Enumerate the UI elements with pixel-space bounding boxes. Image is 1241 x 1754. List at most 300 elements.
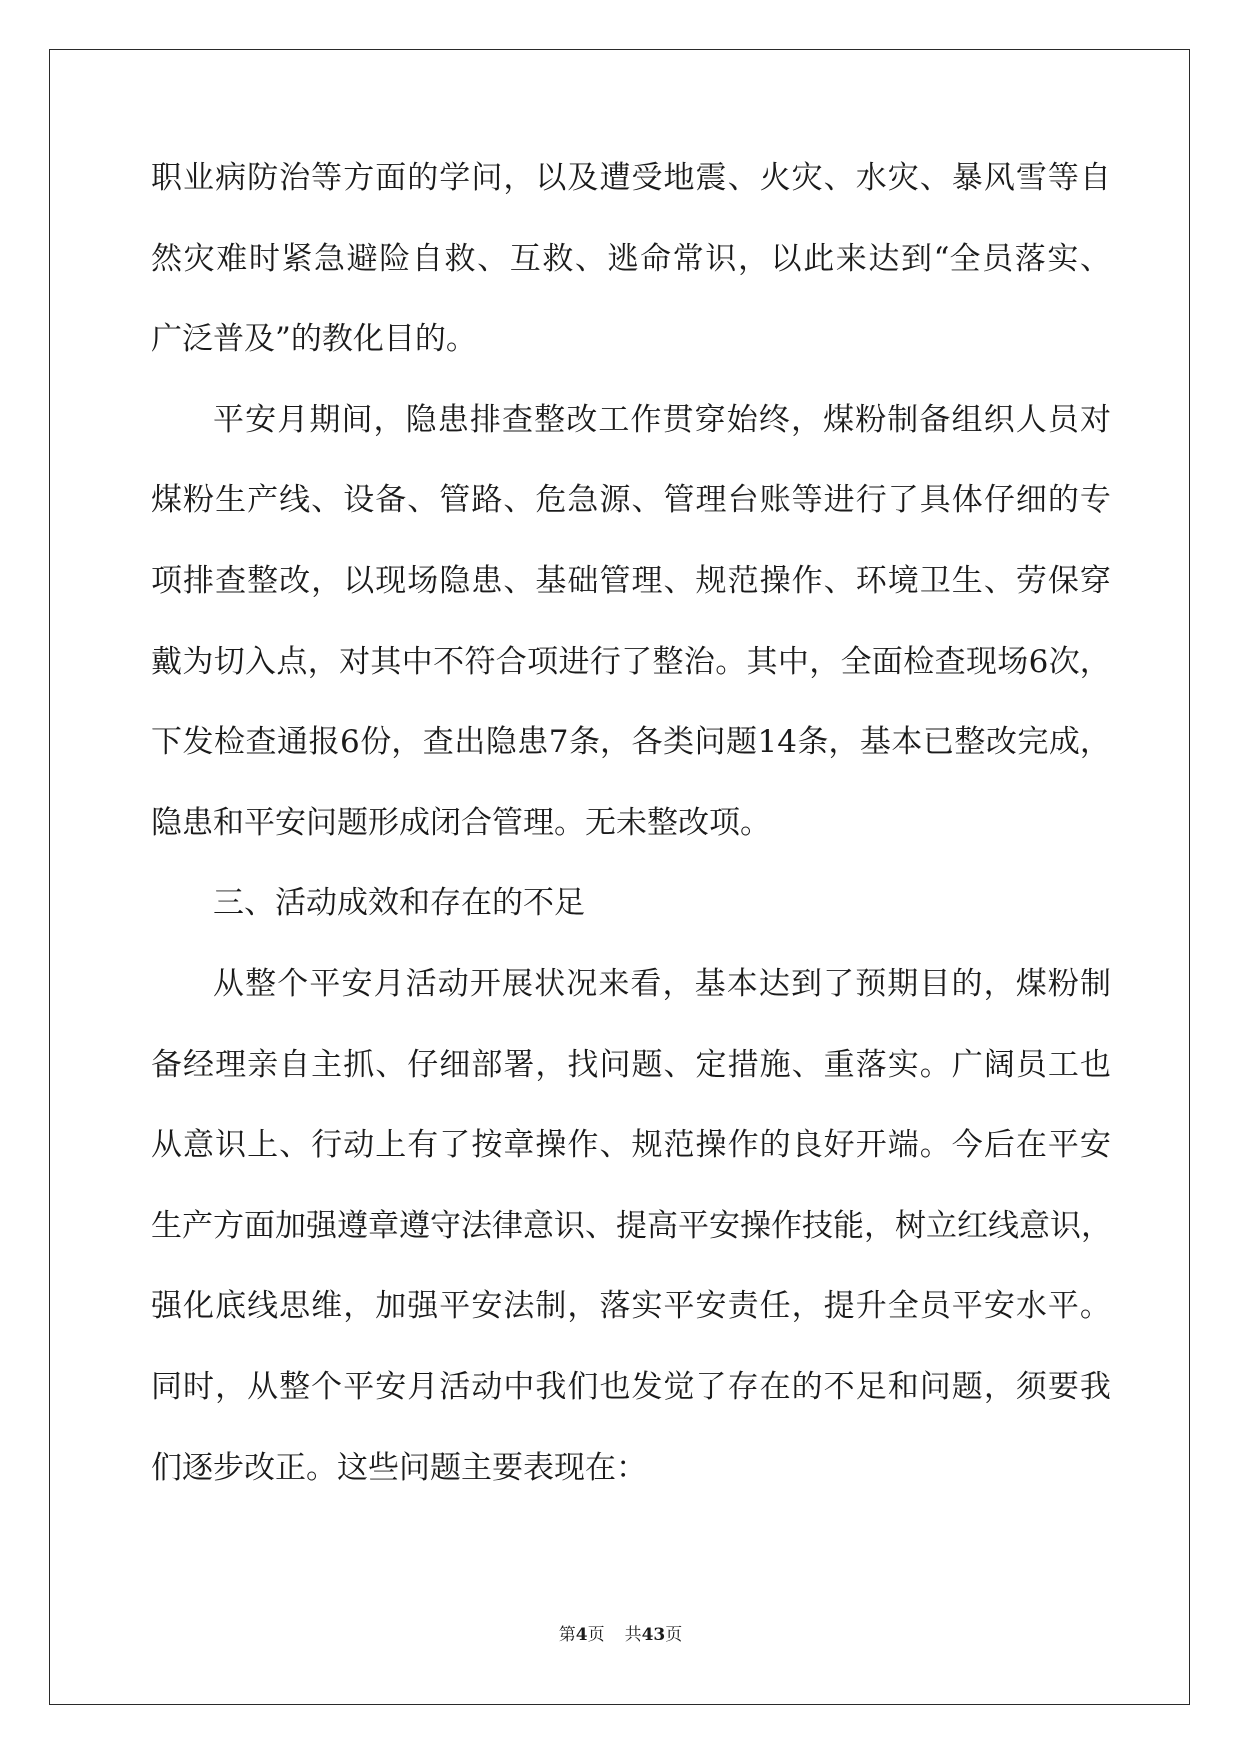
text-line	[151, 1206, 1111, 1287]
text-segment: 、	[503, 482, 535, 519]
text-segment: 备	[375, 482, 407, 519]
text-segment: 员	[982, 240, 1014, 277]
text-segment: 守	[430, 1207, 461, 1244]
text-segment: “全	[933, 240, 981, 277]
text-segment: 戴	[151, 643, 182, 680]
text-segment: 本	[891, 724, 923, 761]
text-segment: 平	[309, 965, 341, 1002]
text-segment: 有	[407, 1127, 439, 1164]
text-segment: 治	[683, 643, 715, 680]
text-segment: 其	[746, 643, 778, 680]
text-segment: 实	[631, 1288, 663, 1325]
text-segment: 遵	[399, 1207, 430, 1244]
text-segment: 亲	[247, 1046, 279, 1083]
text-segment: 作	[727, 1127, 759, 1164]
text-segment: 遵	[337, 1207, 368, 1244]
text-segment: 行	[589, 643, 621, 680]
text-segment: 、	[407, 482, 439, 519]
text-segment: ，	[809, 643, 841, 680]
text-segment: 、	[599, 1127, 631, 1164]
text-segment: 台	[727, 482, 759, 519]
text-segment: 、	[663, 562, 695, 599]
text-line	[151, 158, 1111, 239]
text-segment: 其	[370, 643, 402, 680]
text-segment: 状	[534, 965, 566, 1002]
text-line	[151, 480, 1111, 561]
page-prefix: 第	[558, 1625, 576, 1645]
text-segment: 保	[1047, 562, 1079, 599]
text-segment: 穿	[694, 401, 726, 438]
text-segment: 识，	[1050, 1207, 1112, 1244]
text-segment: 受	[631, 160, 663, 196]
text-segment: 意	[1019, 1207, 1050, 1244]
text-segment: 发	[631, 1368, 663, 1405]
text-segment: 点	[276, 643, 308, 680]
text-line	[151, 1045, 1111, 1126]
text-segment: 灾	[791, 160, 823, 196]
text-segment: 已	[922, 724, 954, 761]
text-segment: 操	[695, 1127, 727, 1164]
text-line	[151, 1125, 1111, 1206]
text-segment: 、	[585, 1207, 616, 1244]
text-segment: 月	[407, 1368, 439, 1405]
text-segment: 管	[439, 482, 471, 519]
text-segment: 工	[598, 401, 630, 438]
text-segment: 律	[492, 1207, 523, 1244]
text-segment: 暴	[951, 160, 983, 196]
text-segment: 动	[343, 1127, 375, 1164]
text-segment: 险	[379, 240, 411, 277]
text-segment: 不	[823, 1368, 855, 1405]
text-segment: 患	[437, 401, 469, 438]
text-segment: 强	[151, 1288, 182, 1325]
text-segment: 入	[245, 643, 277, 680]
text-segment: 从	[213, 965, 244, 1002]
text-segment: 看	[630, 965, 662, 1002]
text-segment: 意	[523, 1207, 554, 1244]
text-segment: 整	[279, 1368, 311, 1405]
text-segment: 、	[375, 1046, 407, 1083]
text-segment: 份，	[360, 724, 423, 761]
text-segment: 、	[823, 562, 855, 599]
text-segment: 同	[151, 1368, 182, 1405]
text-segment: 作	[771, 1207, 802, 1244]
text-segment: 报	[308, 724, 340, 761]
text-segment: 展	[501, 965, 533, 1002]
text-segment: 线	[247, 1288, 279, 1325]
text-segment: 主	[311, 1046, 343, 1083]
text-segment: 仔	[983, 482, 1015, 519]
text-segment: 时	[183, 1368, 215, 1405]
text-segment: 等	[311, 160, 343, 196]
text-segment: 、	[574, 240, 606, 277]
text-segment: 生	[951, 562, 983, 599]
text-segment: 6	[340, 724, 360, 761]
text-segment: 备	[151, 1046, 182, 1083]
text-segment: 在	[1015, 1127, 1047, 1164]
text-segment: 制	[1079, 965, 1111, 1002]
text-segment: 升	[855, 1288, 887, 1325]
text-segment: 觉	[663, 1368, 695, 1405]
text-segment: ，	[215, 1368, 247, 1405]
text-segment: 题	[725, 724, 757, 761]
text-segment: 以	[535, 160, 567, 196]
text-segment: 以	[343, 562, 375, 599]
text-segment: 此	[803, 240, 835, 277]
text-segment: 底	[215, 1288, 247, 1325]
text-segment: 期	[309, 401, 341, 438]
text-segment: 到	[790, 965, 822, 1002]
text-segment: 整	[534, 401, 566, 438]
text-segment: 震	[695, 160, 727, 196]
text-segment: 劳	[1015, 562, 1047, 599]
text-segment: 水	[855, 160, 887, 196]
text-segment: 人	[1015, 401, 1047, 438]
text-segment: ，	[503, 160, 535, 196]
text-segment: 责	[727, 1288, 759, 1325]
text-segment: 活	[405, 965, 437, 1002]
text-segment: 理	[695, 482, 727, 519]
text-segment: 隐	[405, 401, 437, 438]
text-segment: 专	[1079, 482, 1111, 519]
text-segment: 行	[855, 482, 887, 519]
text-segment: 发	[182, 724, 214, 761]
text-segment: 实	[887, 1046, 919, 1083]
text-segment: 施	[759, 1046, 791, 1083]
text-segment: 救	[444, 240, 476, 277]
text-segment: 存	[727, 1368, 759, 1405]
text-segment: 细	[439, 1046, 471, 1083]
text-segment: 、	[477, 240, 509, 277]
text-segment: 、	[279, 1127, 311, 1164]
text-segment: ，	[311, 562, 343, 599]
text-segment: 了	[823, 965, 855, 1002]
text-segment: 条，	[797, 724, 860, 761]
text-segment: 场	[407, 562, 439, 599]
text-segment: 实	[1047, 240, 1079, 277]
text-segment: 次，	[1048, 643, 1111, 680]
text-segment: 全	[887, 1288, 919, 1325]
text-segment: 急	[314, 240, 346, 277]
text-segment: 为	[182, 643, 214, 680]
text-segment: 整	[652, 643, 684, 680]
text-segment: 的	[791, 1368, 823, 1405]
text-segment: 遭	[599, 160, 631, 196]
text-segment: 排	[469, 401, 501, 438]
text-segment: 中	[777, 643, 809, 680]
text-line: 们逐步改正。这些问题主要表现在：	[151, 1449, 647, 1486]
text-segment: 章	[503, 1127, 535, 1164]
text-segment: 按	[471, 1127, 503, 1164]
text-line	[151, 239, 1111, 320]
text-segment: 煤	[151, 482, 182, 519]
text-segment: 改	[985, 724, 1017, 761]
text-segment: 6	[1028, 643, 1049, 680]
text-line	[151, 964, 1111, 1045]
text-segment: 对	[339, 643, 371, 680]
text-segment: 问	[599, 1046, 631, 1083]
text-segment: 了	[439, 1127, 471, 1164]
text-segment: 题	[631, 1046, 663, 1083]
text-segment: 工	[1047, 1046, 1079, 1083]
text-segment: 查	[501, 401, 533, 438]
text-segment: 、	[791, 1046, 823, 1083]
text-segment: 意	[183, 1127, 215, 1164]
text-segment: 、	[1079, 240, 1111, 277]
text-segment: ，	[662, 965, 694, 1002]
text-segment: 安	[1079, 1127, 1111, 1164]
text-segment: 源	[599, 482, 631, 519]
text-segment: 强	[306, 1207, 337, 1244]
text-segment: 符	[464, 643, 496, 680]
text-line	[151, 400, 1111, 481]
text-segment: ，	[983, 1368, 1015, 1405]
text-segment: 目	[919, 965, 951, 1002]
text-segment: 方	[213, 1207, 244, 1244]
text-segment: 个	[311, 1368, 343, 1405]
text-segment: 逃	[607, 240, 639, 277]
text-line	[151, 642, 1111, 723]
text-segment: 、	[503, 562, 535, 599]
text-segment: 合	[495, 643, 527, 680]
text-segment: 措	[727, 1046, 759, 1083]
text-segment: 阔	[983, 1046, 1015, 1083]
total-prefix: 共	[624, 1625, 642, 1645]
total-pages: 43	[641, 1625, 666, 1645]
text-segment: 提	[823, 1288, 855, 1325]
text-segment: 命	[640, 240, 672, 277]
text-segment: 火	[759, 160, 791, 196]
text-segment: 设	[343, 482, 375, 519]
text-segment: 线	[988, 1207, 1019, 1244]
text-segment: 员	[919, 1288, 951, 1325]
text-segment: 来	[835, 240, 867, 277]
text-segment: 管	[663, 482, 695, 519]
text-segment: 范	[663, 1127, 695, 1164]
text-segment: 查	[215, 562, 247, 599]
text-segment: 平	[951, 1288, 983, 1325]
text-segment: 紧	[281, 240, 313, 277]
text-segment: 平	[678, 1207, 709, 1244]
text-segment: 达	[868, 240, 900, 277]
text-segment: 生	[215, 482, 247, 519]
text-segment: 改	[279, 562, 311, 599]
text-segment: 。	[919, 1046, 951, 1083]
total-unit: 页	[665, 1625, 683, 1645]
text-segment: 立	[926, 1207, 957, 1244]
document-body	[151, 158, 1111, 1528]
text-segment: 自	[1079, 160, 1111, 196]
text-segment: 时	[248, 240, 280, 277]
text-segment: 作	[567, 1127, 599, 1164]
text-segment: 们	[567, 1368, 599, 1405]
text-segment: 平	[343, 1368, 375, 1405]
text-segment: 问	[471, 160, 503, 196]
text-segment: 体	[951, 482, 983, 519]
text-segment: 粉	[1047, 965, 1079, 1002]
text-segment: 煤	[1015, 965, 1047, 1002]
text-segment: 我	[1079, 1368, 1111, 1405]
text-segment: 以	[770, 240, 802, 277]
text-segment: 整	[247, 562, 279, 599]
text-segment: 平	[1047, 1127, 1079, 1164]
text-segment: 方	[343, 160, 375, 196]
text-segment: 业	[183, 160, 215, 196]
text-segment: 对	[1079, 401, 1111, 438]
text-segment: 水	[1015, 1288, 1047, 1325]
text-segment: 治	[279, 160, 311, 196]
text-segment: 进	[558, 643, 590, 680]
text-segment: 7	[548, 724, 569, 761]
text-segment: 环	[855, 562, 887, 599]
text-segment: 须	[1015, 1368, 1047, 1405]
text-segment: 理	[215, 1046, 247, 1083]
text-segment: 全	[840, 643, 872, 680]
text-segment: 等	[791, 482, 823, 519]
text-segment: 找	[567, 1046, 599, 1083]
text-segment: ，	[373, 401, 405, 438]
text-segment: 足	[855, 1368, 887, 1405]
text-segment: 的	[1047, 482, 1079, 519]
text-segment: 的	[407, 160, 439, 196]
text-line	[151, 561, 1111, 642]
text-segment: 期	[887, 965, 919, 1002]
text-segment: 安	[471, 1288, 503, 1325]
text-segment: 安	[709, 1207, 740, 1244]
text-segment: 检	[903, 643, 935, 680]
text-segment: 在	[759, 1368, 791, 1405]
text-segment: 安	[983, 1288, 1015, 1325]
text-segment: 题	[951, 1368, 983, 1405]
text-segment: 到	[901, 240, 933, 277]
text-segment: 卫	[919, 562, 951, 599]
text-segment: 及	[567, 160, 599, 196]
text-segment: 抓	[343, 1046, 375, 1083]
text-segment: 境	[887, 562, 919, 599]
text-line	[151, 1367, 1111, 1448]
text-segment: 、	[823, 160, 855, 196]
text-segment: 完	[1017, 724, 1049, 761]
text-segment: 落	[599, 1288, 631, 1325]
text-segment: 树	[895, 1207, 926, 1244]
text-segment: 了	[695, 1368, 727, 1405]
text-segment: 法	[461, 1207, 492, 1244]
text-segment: 问	[919, 1368, 951, 1405]
text-segment: 我	[535, 1368, 567, 1405]
text-segment: 员	[1047, 401, 1079, 438]
text-segment: 月	[373, 965, 405, 1002]
text-segment: 安	[375, 1368, 407, 1405]
text-segment: 规	[695, 562, 727, 599]
page-unit: 页	[587, 1625, 605, 1645]
text-line: 广泛普及”的教化目的。	[151, 321, 477, 358]
text-segment: 重	[823, 1046, 855, 1083]
text-segment: 作	[791, 562, 823, 599]
text-segment: 落	[1014, 240, 1046, 277]
text-segment: 制	[887, 401, 919, 438]
text-segment: 组	[951, 401, 983, 438]
text-segment: 备	[919, 401, 951, 438]
text-segment: ，	[535, 1046, 567, 1083]
text-segment: ，	[983, 965, 1015, 1002]
text-line	[151, 1286, 1111, 1367]
text-segment: 范	[727, 562, 759, 599]
text-segment: 改	[566, 401, 598, 438]
text-segment: 平	[439, 1288, 471, 1325]
text-segment: 广	[951, 1046, 983, 1083]
text-segment: 安	[245, 401, 277, 438]
text-segment: 提	[616, 1207, 647, 1244]
text-segment: 进	[823, 482, 855, 519]
text-segment: 避	[346, 240, 378, 277]
text-segment: 间	[341, 401, 373, 438]
text-segment: 今	[951, 1127, 983, 1164]
text-segment: 条，	[568, 724, 631, 761]
text-segment: 从	[151, 1127, 182, 1164]
page-number: 4	[575, 1625, 588, 1645]
text-segment: 整	[245, 965, 277, 1002]
text-segment: 切	[213, 643, 245, 680]
text-segment: ，	[864, 1207, 895, 1244]
text-segment: 端	[887, 1127, 919, 1164]
text-segment: 础	[567, 562, 599, 599]
text-segment: 查	[245, 724, 277, 761]
text-segment: 各	[631, 724, 663, 761]
text-segment: 的	[951, 965, 983, 1002]
text-segment: 。	[919, 1127, 951, 1164]
text-segment: 项	[527, 643, 559, 680]
text-segment: 加	[375, 1288, 407, 1325]
text-segment: 类	[662, 724, 694, 761]
text-segment: 高	[647, 1207, 678, 1244]
text-segment: ，	[343, 1288, 375, 1325]
text-segment: 仔	[407, 1046, 439, 1083]
text-segment: 风	[983, 160, 1015, 196]
text-segment: 开	[469, 965, 501, 1002]
text-segment: 规	[631, 1127, 663, 1164]
text-segment: 线	[279, 482, 311, 519]
text-segment: 管	[599, 562, 631, 599]
text-segment: 学	[439, 160, 471, 196]
text-segment: 本	[726, 965, 758, 1002]
text-segment: 粉	[183, 482, 215, 519]
text-segment: 出	[454, 724, 486, 761]
text-segment: 面	[375, 160, 407, 196]
text-segment: 预	[855, 965, 887, 1002]
text-segment: 动	[437, 965, 469, 1002]
text-line	[151, 722, 1111, 803]
text-segment: 14	[757, 724, 797, 761]
text-segment: 章	[368, 1207, 399, 1244]
text-segment: 落	[855, 1046, 887, 1083]
text-segment: 排	[183, 562, 215, 599]
text-segment: 互	[509, 240, 541, 277]
text-segment: ，	[791, 1288, 823, 1325]
text-segment: 经	[183, 1046, 215, 1083]
text-segment: 上	[247, 1127, 279, 1164]
text-segment: 强	[407, 1288, 439, 1325]
text-segment: 。	[715, 643, 747, 680]
text-segment: 能	[833, 1207, 864, 1244]
text-segment: 地	[663, 160, 695, 196]
text-segment: 产	[247, 482, 279, 519]
text-segment: 通	[277, 724, 308, 761]
text-segment: 平	[663, 1288, 695, 1325]
text-segment: 成，	[1048, 724, 1111, 761]
text-segment: 技	[802, 1207, 833, 1244]
text-segment: 操	[535, 1127, 567, 1164]
text-segment: 然	[151, 240, 182, 277]
